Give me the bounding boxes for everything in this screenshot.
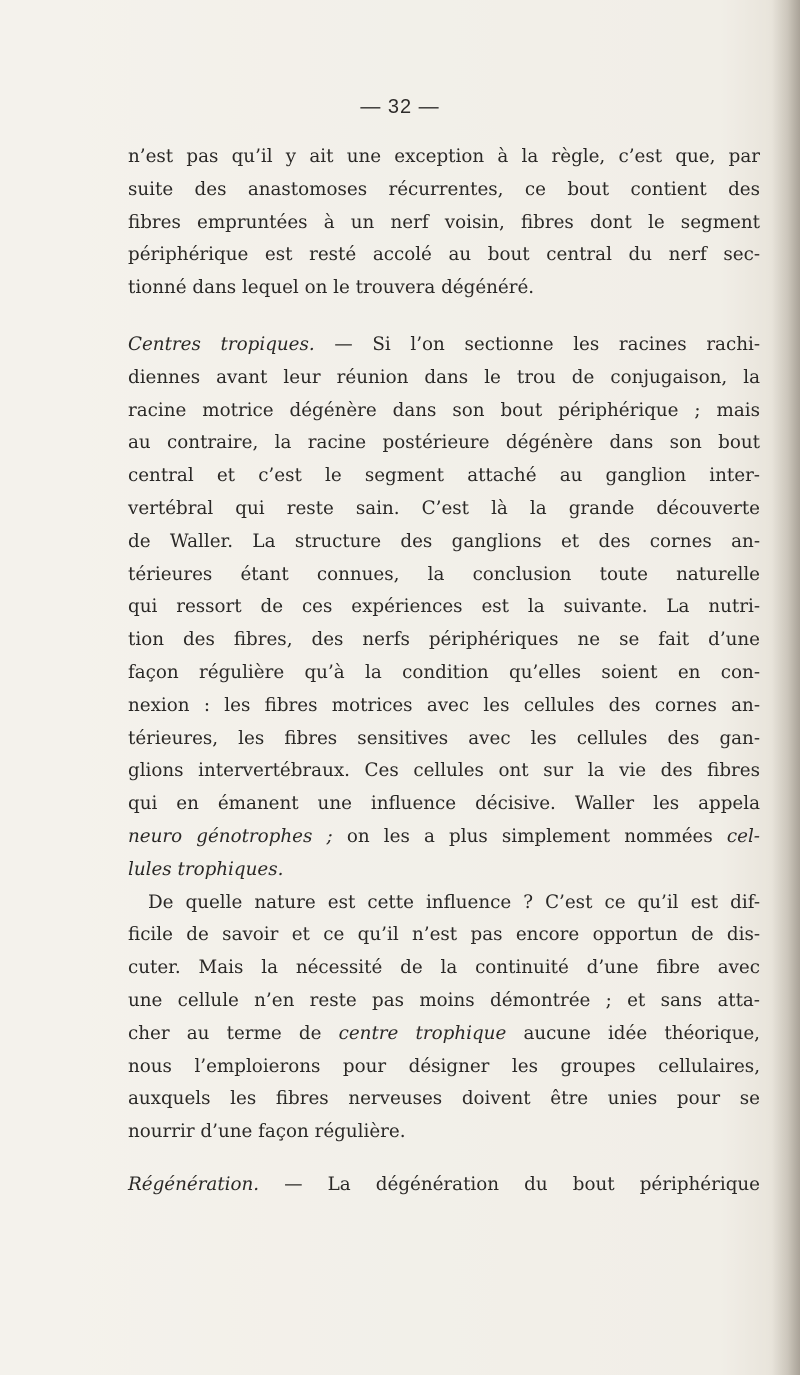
text-line: tion des fibres, des nerfs périphériques ne se fait d’une (128, 629, 760, 651)
text-fragment: De quelle nature est cette influence ? C’est ce qu’il est dif- (148, 891, 760, 913)
text-line: diennes avant leur réunion dans le trou de conjugaison, la (128, 366, 760, 388)
text-line (128, 1169, 760, 1202)
text-line: fibres empruntées à un nerf voisin, fibres dont le segment (128, 211, 760, 233)
text-line: qui ressort de ces expériences est la suivante. La nutri- (128, 596, 760, 618)
text-line: au contraire, la racine postérieure dégénère dans son bout (128, 432, 760, 454)
paragraph-gap (128, 1149, 760, 1169)
section-heading-centres-tropiques: Centres tropiques. (128, 333, 315, 355)
text-fragment: aucune idée théorique, (506, 1022, 760, 1044)
text-fragment: cher au terme de (128, 1022, 339, 1044)
text-fragment: — Si l’on sectionne les racines rachi- (314, 333, 760, 355)
italic-term: lules trophiques. (128, 858, 284, 880)
paragraph-4 (128, 1169, 760, 1202)
paragraph-2 (128, 329, 760, 887)
text-line: glions intervertébraux. Ces cellules ont sur la vie des fibres (128, 760, 760, 782)
text-line: suite des anastomoses récurrentes, ce bout contient des (128, 178, 760, 200)
text-line: n’est pas qu’il y ait une exception à la règle, c’est que, par (128, 146, 760, 167)
text-line: une cellule n’en reste pas moins démontrée ; et sans atta- (128, 989, 760, 1011)
text-line: nexion : les fibres motrices avec les cellules des cornes an- (128, 694, 760, 716)
text-line (128, 329, 760, 362)
text-line (128, 821, 760, 854)
text-line: périphérique est resté accolé au bout central du nerf sec- (128, 244, 760, 266)
page-edge-shadow (772, 0, 800, 1375)
text-line: qui en émanent une influence décisive. Waller les appela (128, 793, 760, 815)
italic-term: neuro génotrophes ; (128, 825, 333, 847)
body-text (128, 141, 760, 1202)
text-line: térieures, les fibres sensitives avec les cellules des gan- (128, 727, 760, 749)
text-fragment: on les a plus simplement nommées (332, 825, 727, 847)
text-line: cuter. Mais la nécessité de la continuité d’une fibre avec (128, 957, 760, 979)
text-line: auxquels les fibres nerveuses doivent être unies pour se (128, 1088, 760, 1110)
text-line: central et c’est le segment attaché au ganglion inter- (128, 465, 760, 487)
paragraph-gap (128, 305, 760, 329)
text-line: de Waller. La structure des ganglions et des cornes an- (128, 530, 760, 552)
text-line: térieures étant connues, la conclusion toute naturelle (128, 563, 760, 585)
text-line: tionné dans lequel on le trouvera dégénéré. (128, 277, 535, 299)
text-line: façon régulière qu’à la condition qu’elles soient en con- (128, 661, 760, 683)
text-fragment: — La dégénération du bout périphérique (259, 1173, 760, 1195)
text-line (128, 854, 760, 887)
text-line: ficile de savoir et ce qu’il n’est pas encore opportun de dis- (128, 924, 760, 946)
text-line: nourrir d’une façon régulière. (128, 1121, 406, 1143)
italic-term: cel- (726, 825, 760, 847)
section-heading-regeneration: Régénération. (128, 1173, 260, 1195)
text-line: racine motrice dégénère dans son bout périphérique ; mais (128, 399, 760, 421)
italic-term: centre trophique (338, 1022, 507, 1044)
text-line: nous l’emploierons pour désigner les groupes cellulaires, (128, 1055, 760, 1077)
text-line (128, 1018, 760, 1051)
text-line (128, 887, 760, 920)
paragraph-1 (128, 141, 760, 305)
page-number: — 32 — (360, 96, 440, 118)
text-line: vertébral qui reste sain. C’est là la grande découverte (128, 497, 760, 519)
paragraph-3 (128, 887, 760, 1149)
